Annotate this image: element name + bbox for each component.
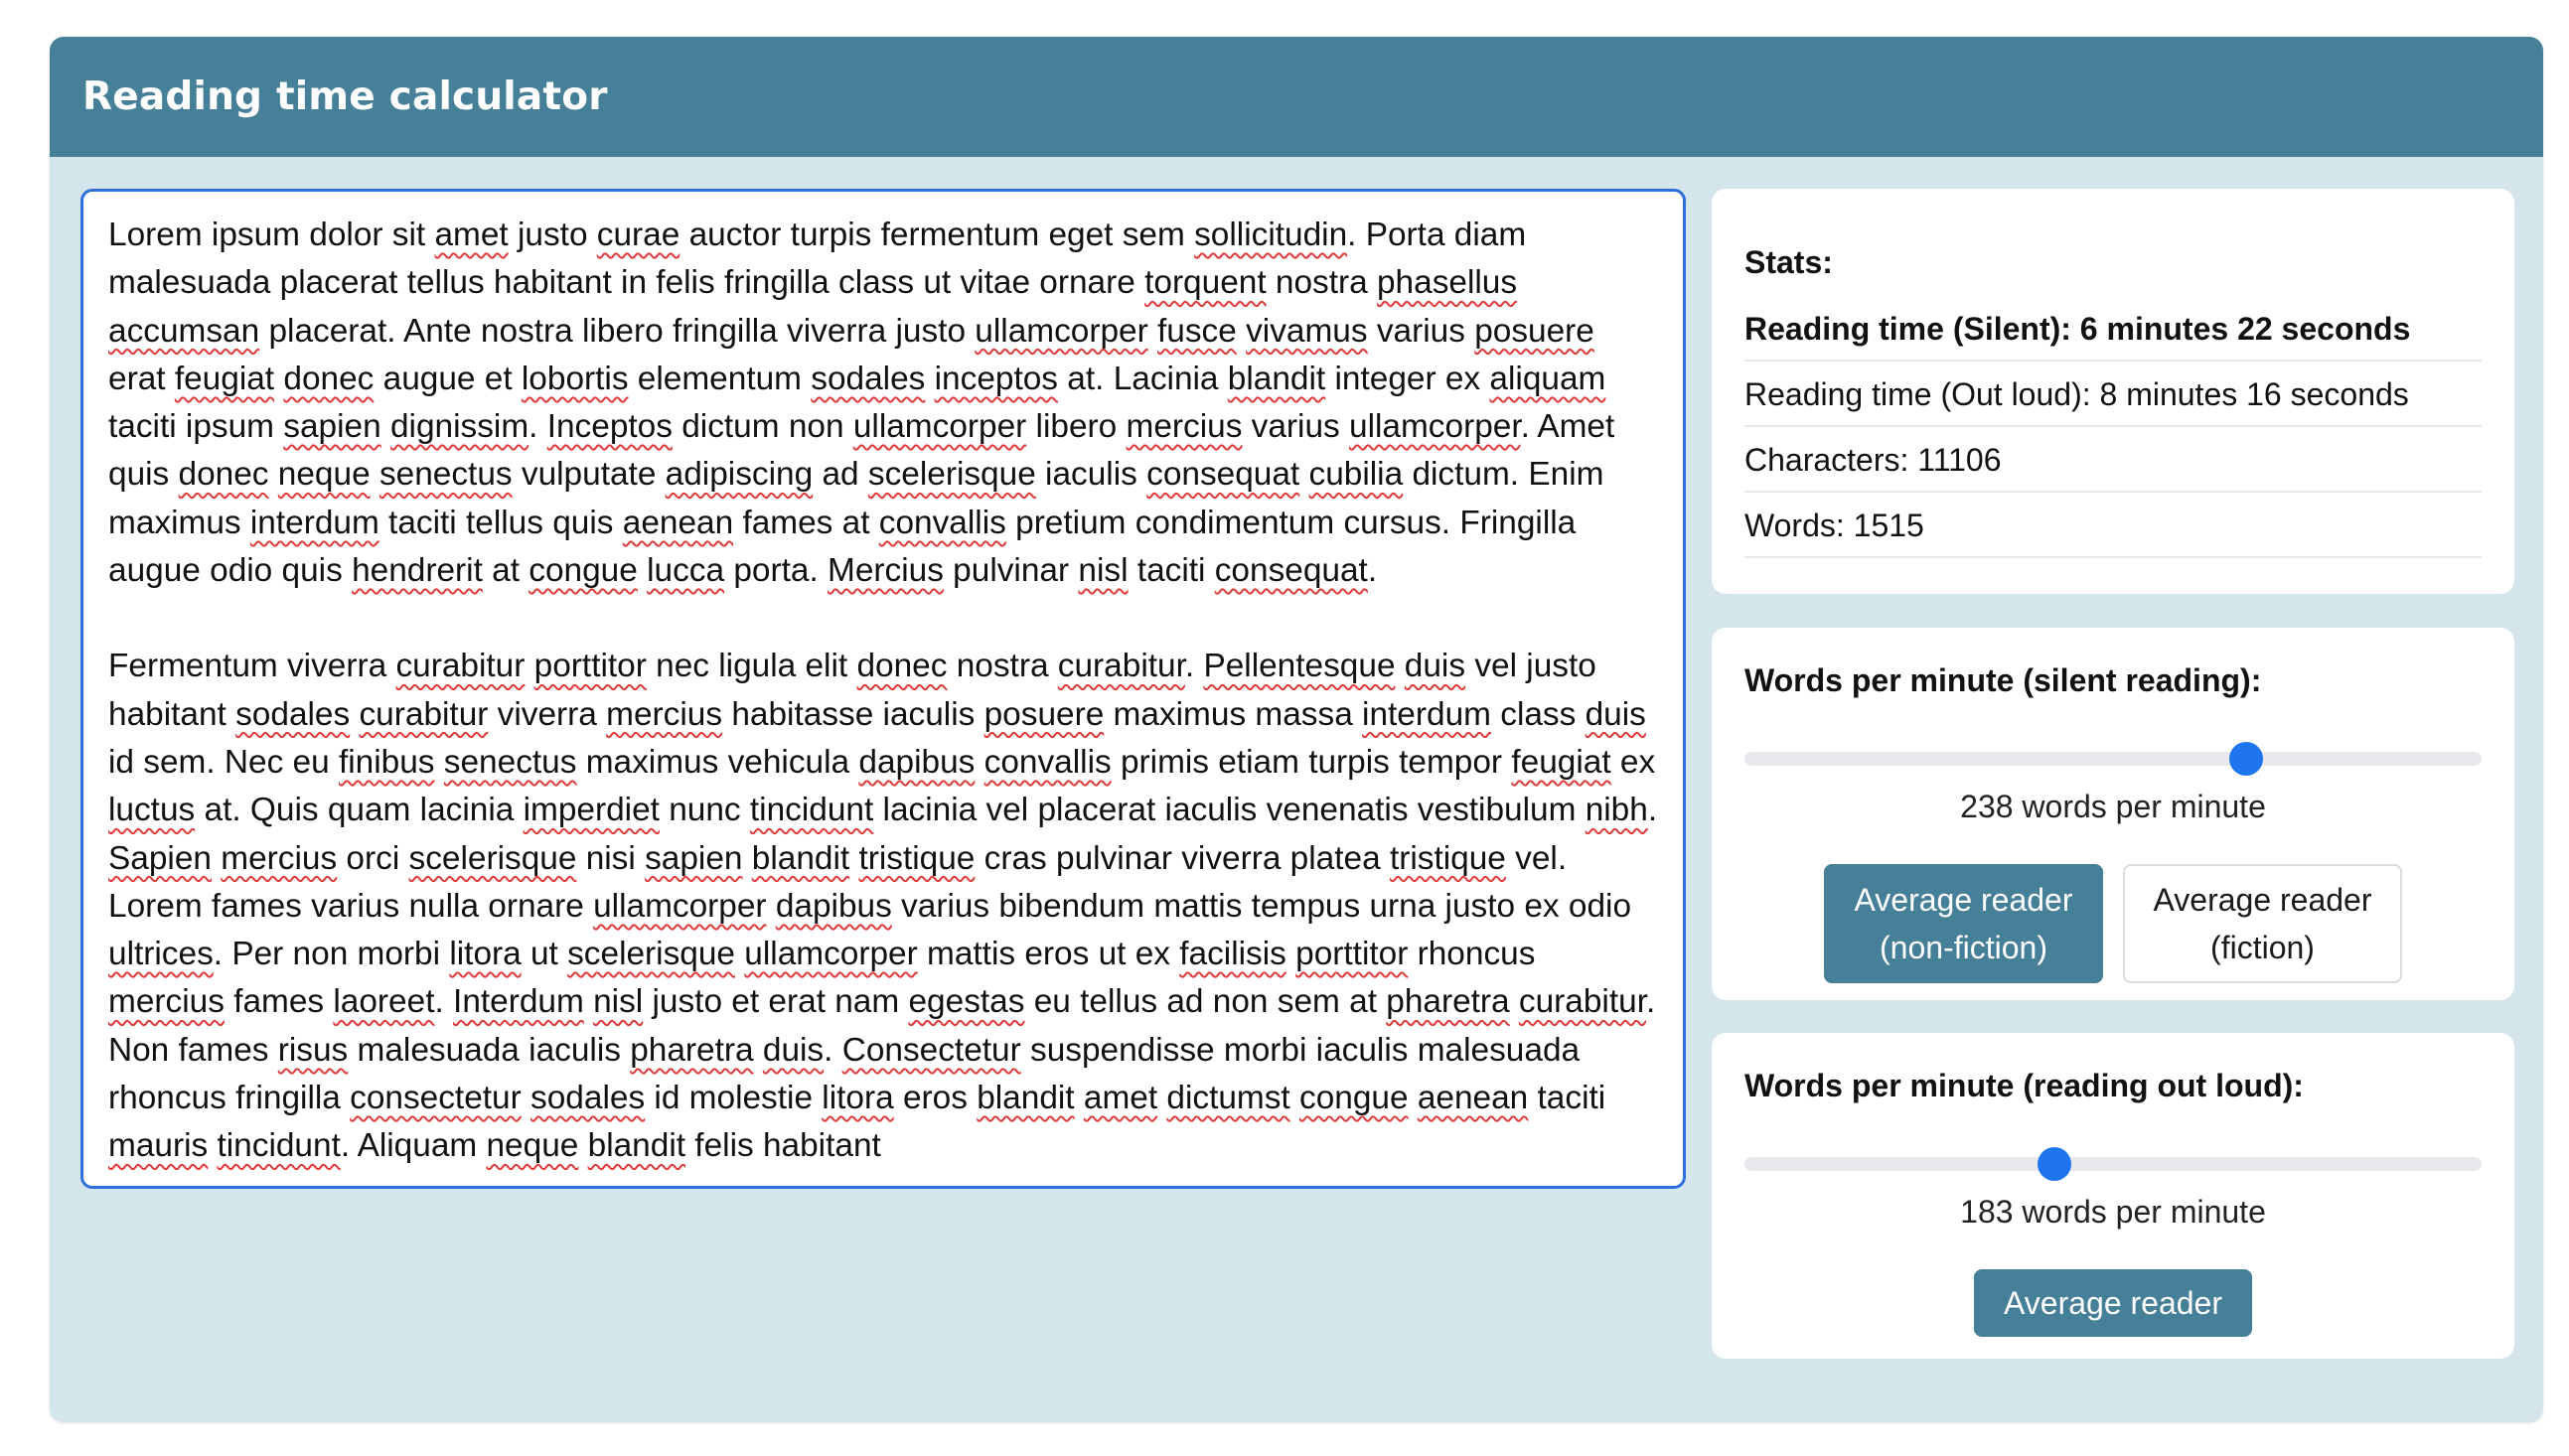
stats-panel: [1712, 189, 2514, 594]
misspelled-word: inceptos: [934, 360, 1059, 397]
misspelled-word: dapibus: [858, 743, 976, 781]
misspelled-word: porttitor: [533, 648, 647, 685]
misspelled-word: tristique: [1389, 839, 1506, 877]
misspelled-word: interdum: [1362, 695, 1491, 733]
misspelled-word: convallis: [878, 504, 1006, 541]
stats-title: Stats:: [1744, 244, 1833, 280]
misspelled-word: curae: [596, 217, 680, 253]
misspelled-word: imperdiet: [523, 792, 660, 829]
misspelled-word: dignissim: [389, 408, 529, 446]
misspelled-word: mercius: [221, 839, 338, 877]
misspelled-word: convallis: [983, 743, 1112, 781]
silent-wpm-slider[interactable]: [1744, 739, 2482, 777]
misspelled-word: torquent: [1144, 264, 1267, 302]
misspelled-word: amet: [434, 217, 509, 253]
misspelled-word: sapien: [283, 408, 381, 446]
misspelled-word: fusce: [1157, 312, 1237, 350]
misspelled-word: adipiscing: [665, 456, 814, 494]
average-reader-button[interactable]: Average reader: [1974, 1269, 2252, 1337]
word-count: Words: 1515: [1744, 493, 2482, 558]
misspelled-word: posuere: [983, 695, 1105, 733]
misspelled-word: facilisis: [1179, 936, 1286, 973]
app-header: [50, 37, 2543, 157]
misspelled-word: curabitur: [359, 695, 489, 733]
misspelled-word: consectetur: [350, 1080, 522, 1117]
misspelled-word: consequat: [1214, 552, 1368, 590]
misspelled-word: mercius: [108, 983, 225, 1021]
silent-reading-time: Reading time (Silent): 6 minutes 22 seconds: [1744, 296, 2482, 362]
misspelled-word: scelerisque: [567, 936, 736, 973]
misspelled-word: curabitur: [1518, 983, 1646, 1021]
loud-wpm-title: Words per minute (reading out loud):: [1744, 1068, 2304, 1103]
misspelled-word: mercius: [606, 695, 723, 733]
misspelled-word: nisl: [1078, 552, 1129, 590]
misspelled-word: curabitur: [395, 648, 526, 685]
misspelled-word: Mercius: [828, 552, 944, 590]
misspelled-word: blandit: [751, 839, 850, 877]
misspelled-word: hendrerit: [352, 552, 483, 590]
misspelled-word: egestas: [908, 983, 1025, 1021]
misspelled-word: donec: [283, 360, 375, 397]
misspelled-word: interdum: [249, 504, 379, 541]
misspelled-word: sapien: [645, 839, 743, 877]
misspelled-word: Inceptos: [546, 408, 673, 446]
slider-thumb[interactable]: [2229, 742, 2263, 776]
misspelled-word: dictumst: [1166, 1080, 1290, 1117]
misspelled-word: accumsan: [108, 312, 260, 350]
misspelled-word: litora: [822, 1080, 894, 1117]
misspelled-word: Consectetur: [841, 1031, 1021, 1069]
misspelled-word: scelerisque: [408, 839, 577, 877]
misspelled-word: porttitor: [1295, 936, 1409, 973]
paragraph-2: Fermentum viverra curabitur porttitor nec ligula elit donec nostra curabitur. Pellentesque duis vel justo habitant sodales curabitur viverra mercius habitasse iaculis posuere maximus massa interdum class duis id sem. Nec eu finibus senectus maximus vehicula dapibus convallis primis etiam turpis tempor feugiat ex luctus at. Quis quam lacinia imperdiet nunc tincidunt lacinia vel placerat iaculis venenatis vestibulum nibh. Sapien mercius orci scelerisque nisi sapien blandit tristique cras pulvinar viverra platea tristique vel. Lorem fames varius nulla ornare ullamcorper dapibus varius bibendum mattis tempus urna justo ex odio ultrices. Per non morbi litora ut scelerisque ullamcorper mattis eros ut ex facilisis porttitor rhoncus mercius fames laoreet. Interdum nisl justo et erat nam egestas eu tellus ad non sem at pharetra curabitur. Non fames risus malesuada iaculis pharetra duis. Consectetur suspendisse morbi iaculis malesuada rhoncus fringilla consectetur sodales id molestie litora eros blandit amet dictumst congue aenean taciti mauris tincidunt. Aliquam neque blandit felis habitant: [108, 648, 1658, 1165]
misspelled-word: lobortis: [521, 360, 629, 397]
misspelled-word: risus: [277, 1031, 349, 1069]
misspelled-word: blandit: [1227, 360, 1326, 397]
misspelled-word: Sapien: [108, 839, 212, 877]
text-input-area[interactable]: [80, 189, 1686, 1189]
misspelled-word: litora: [449, 936, 522, 973]
misspelled-word: dapibus: [775, 887, 892, 925]
loud-wpm-slider[interactable]: [1744, 1144, 2482, 1182]
misspelled-word: senectus: [443, 743, 577, 781]
misspelled-word: ullamcorper: [744, 936, 918, 973]
misspelled-word: duis: [1585, 695, 1646, 733]
misspelled-word: senectus: [378, 456, 513, 494]
misspelled-word: aenean: [1417, 1080, 1529, 1117]
misspelled-word: feugiat: [1511, 743, 1611, 781]
misspelled-word: sodales: [811, 360, 926, 397]
misspelled-word: sodales: [235, 695, 351, 733]
misspelled-word: ullamcorper: [975, 312, 1148, 350]
slider-track: [1744, 1157, 2482, 1171]
misspelled-word: consequat: [1146, 456, 1300, 494]
slider-thumb[interactable]: [2038, 1147, 2071, 1181]
misspelled-word: mercius: [1126, 408, 1243, 446]
misspelled-word: donec: [856, 648, 948, 685]
misspelled-word: tincidunt: [217, 1127, 341, 1165]
misspelled-word: blandit: [587, 1127, 686, 1165]
misspelled-word: pharetra: [630, 1031, 754, 1069]
misspelled-word: curabitur: [1057, 648, 1185, 685]
misspelled-word: vivamus: [1246, 312, 1368, 350]
misspelled-word: neque: [277, 456, 371, 494]
paragraph-1: Lorem ipsum dolor sit amet justo curae auctor turpis fermentum eget sem sollicitudin. Porta diam malesuada placerat tellus habitant in felis fringilla class ut vitae ornare torquent nostra phasellus accumsan placerat. Ante nostra libero fringilla viverra justo ullamcorper fusce vivamus varius posuere erat feugiat donec augue et lobortis elementum sodales inceptos at. Lacinia blandit integer ex aliquam taciti ipsum sapien dignissim. Inceptos dictum non ullamcorper libero mercius varius ullamcorper. Amet quis donec neque senectus vulputate adipiscing ad scelerisque iaculis consequat cubilia dictum. Enim maximus interdum taciti tellus quis aenean fames at convallis pretium condimentum cursus. Fringilla augue odio quis hendrerit at congue lucca porta. Mercius pulvinar nisl taciti consequat.: [108, 217, 1615, 590]
misspelled-word: posuere: [1474, 312, 1594, 350]
misspelled-word: ullamcorper: [593, 887, 767, 925]
misspelled-word: luctus: [108, 792, 196, 829]
misspelled-word: tristique: [858, 839, 976, 877]
misspelled-word: aenean: [622, 504, 734, 541]
misspelled-word: Interdum: [453, 983, 584, 1021]
misspelled-word: congue: [1299, 1080, 1409, 1117]
misspelled-word: sollicitudin: [1194, 217, 1348, 253]
misspelled-word: laoreet: [333, 983, 435, 1021]
misspelled-word: scelerisque: [867, 456, 1036, 494]
misspelled-word: ullamcorper: [1349, 408, 1521, 446]
average-reader-fiction-button[interactable]: Average reader (fiction): [2123, 864, 2402, 983]
misspelled-word: phasellus: [1376, 264, 1518, 302]
misspelled-word: feugiat: [174, 360, 275, 397]
misspelled-word: neque: [486, 1127, 579, 1165]
misspelled-word: pharetra: [1386, 983, 1510, 1021]
misspelled-word: nibh: [1585, 792, 1648, 829]
misspelled-word: finibus: [338, 743, 435, 781]
misspelled-word: amet: [1083, 1080, 1158, 1117]
misspelled-word: blandit: [977, 1080, 1075, 1117]
misspelled-word: donec: [178, 456, 269, 494]
silent-reading-panel: [1712, 628, 2514, 1000]
misspelled-word: sodales: [530, 1080, 646, 1117]
misspelled-word: lucca: [647, 552, 725, 590]
average-reader-nonfiction-button[interactable]: Average reader (non-fiction): [1824, 864, 2103, 983]
character-count: Characters: 11106: [1744, 427, 2482, 493]
loud-wpm-value: 183 words per minute: [1960, 1194, 2266, 1230]
misspelled-word: tincidunt: [749, 792, 874, 829]
misspelled-word: nisl: [593, 983, 644, 1021]
silent-wpm-title: Words per minute (silent reading):: [1744, 662, 2262, 698]
misspelled-word: duis: [1404, 648, 1466, 685]
misspelled-word: congue: [529, 552, 638, 590]
page-title: Reading time calculator: [82, 74, 608, 119]
silent-wpm-value: 238 words per minute: [1960, 789, 2266, 824]
misspelled-word: mauris: [108, 1127, 209, 1165]
out-loud-reading-time: Reading time (Out loud): 8 minutes 16 seconds: [1744, 362, 2482, 427]
reading-time-app: [50, 37, 2543, 1422]
misspelled-word: aliquam: [1489, 360, 1606, 397]
misspelled-word: ullamcorper: [852, 408, 1027, 446]
misspelled-word: Pellentesque: [1203, 648, 1396, 685]
misspelled-word: ultrices: [108, 936, 214, 973]
misspelled-word: duis: [762, 1031, 825, 1069]
slider-track: [1744, 752, 2482, 766]
misspelled-word: cubilia: [1308, 456, 1404, 494]
out-loud-reading-panel: [1712, 1033, 2514, 1359]
